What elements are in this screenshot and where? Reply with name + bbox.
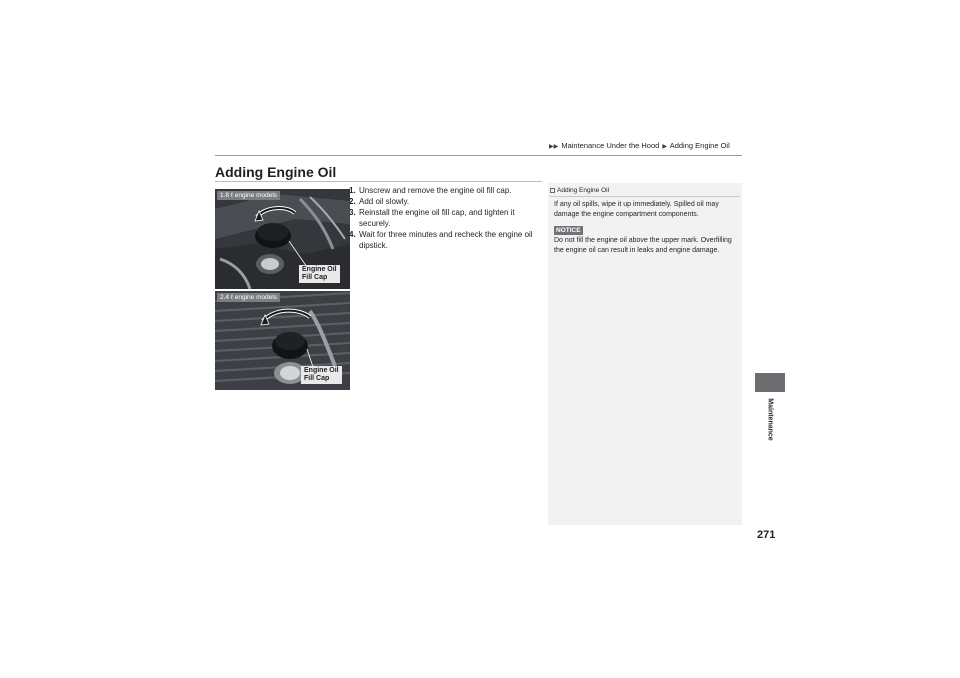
sidebar-body <box>554 200 740 256</box>
sidebar-rule <box>550 196 740 197</box>
step-text: Add oil slowly. <box>359 197 410 206</box>
note-icon <box>550 188 555 193</box>
breadcrumb-page: Adding Engine Oil <box>669 141 730 150</box>
step-item <box>349 229 539 251</box>
callout-line: Fill Cap <box>302 274 328 281</box>
notice-badge: NOTICE <box>556 227 581 234</box>
photo-tag: 1.8 ℓ engine models <box>217 191 280 200</box>
breadcrumb-arrow-icon: ▶▶ <box>549 144 559 150</box>
sidebar-note <box>548 183 742 525</box>
step-number: 2. <box>349 197 356 206</box>
breadcrumb-arrow-icon: ▶ <box>662 144 668 150</box>
step-number: 4. <box>349 230 356 239</box>
sidebar-heading <box>550 187 609 194</box>
step-item <box>349 185 539 196</box>
photo-tag: 2.4 ℓ engine models <box>217 293 280 302</box>
callout-line: Engine Oil <box>302 266 337 273</box>
section-tab-label: Maintenance <box>766 398 774 441</box>
page-number: 271 <box>757 529 776 541</box>
title-rule <box>215 181 542 182</box>
breadcrumb-section: Maintenance Under the Hood <box>561 141 660 150</box>
header-rule <box>215 155 742 156</box>
breadcrumb <box>548 141 730 150</box>
callout-label <box>301 366 342 384</box>
callout-line: Fill Cap <box>304 375 330 382</box>
sidebar-heading-text: Adding Engine Oil <box>557 187 610 194</box>
step-text: Reinstall the engine oil fill cap, and tighten it securely. <box>359 208 515 228</box>
step-item <box>349 207 539 229</box>
steps-list <box>349 185 539 251</box>
step-number: 3. <box>349 208 356 217</box>
step-item <box>349 196 539 207</box>
step-number: 1. <box>349 186 356 195</box>
engine-photo-2-4 <box>215 291 350 390</box>
step-text: Unscrew and remove the engine oil fill cap. <box>359 186 512 195</box>
page-title: Adding Engine Oil <box>215 164 337 180</box>
engine-photo-1-8 <box>215 189 350 289</box>
step-text: Wait for three minutes and recheck the engine oil dipstick. <box>359 230 533 250</box>
callout-line: Engine Oil <box>304 367 339 374</box>
sidebar-paragraph: Do not fill the engine oil above the upper mark. Overfilling the engine oil can result in leaks and engine damage. <box>554 237 732 254</box>
sidebar-paragraph: If any oil spills, wipe it up immediately. Spilled oil may damage the engine compartment components. <box>554 201 719 218</box>
callout-label <box>299 265 340 283</box>
